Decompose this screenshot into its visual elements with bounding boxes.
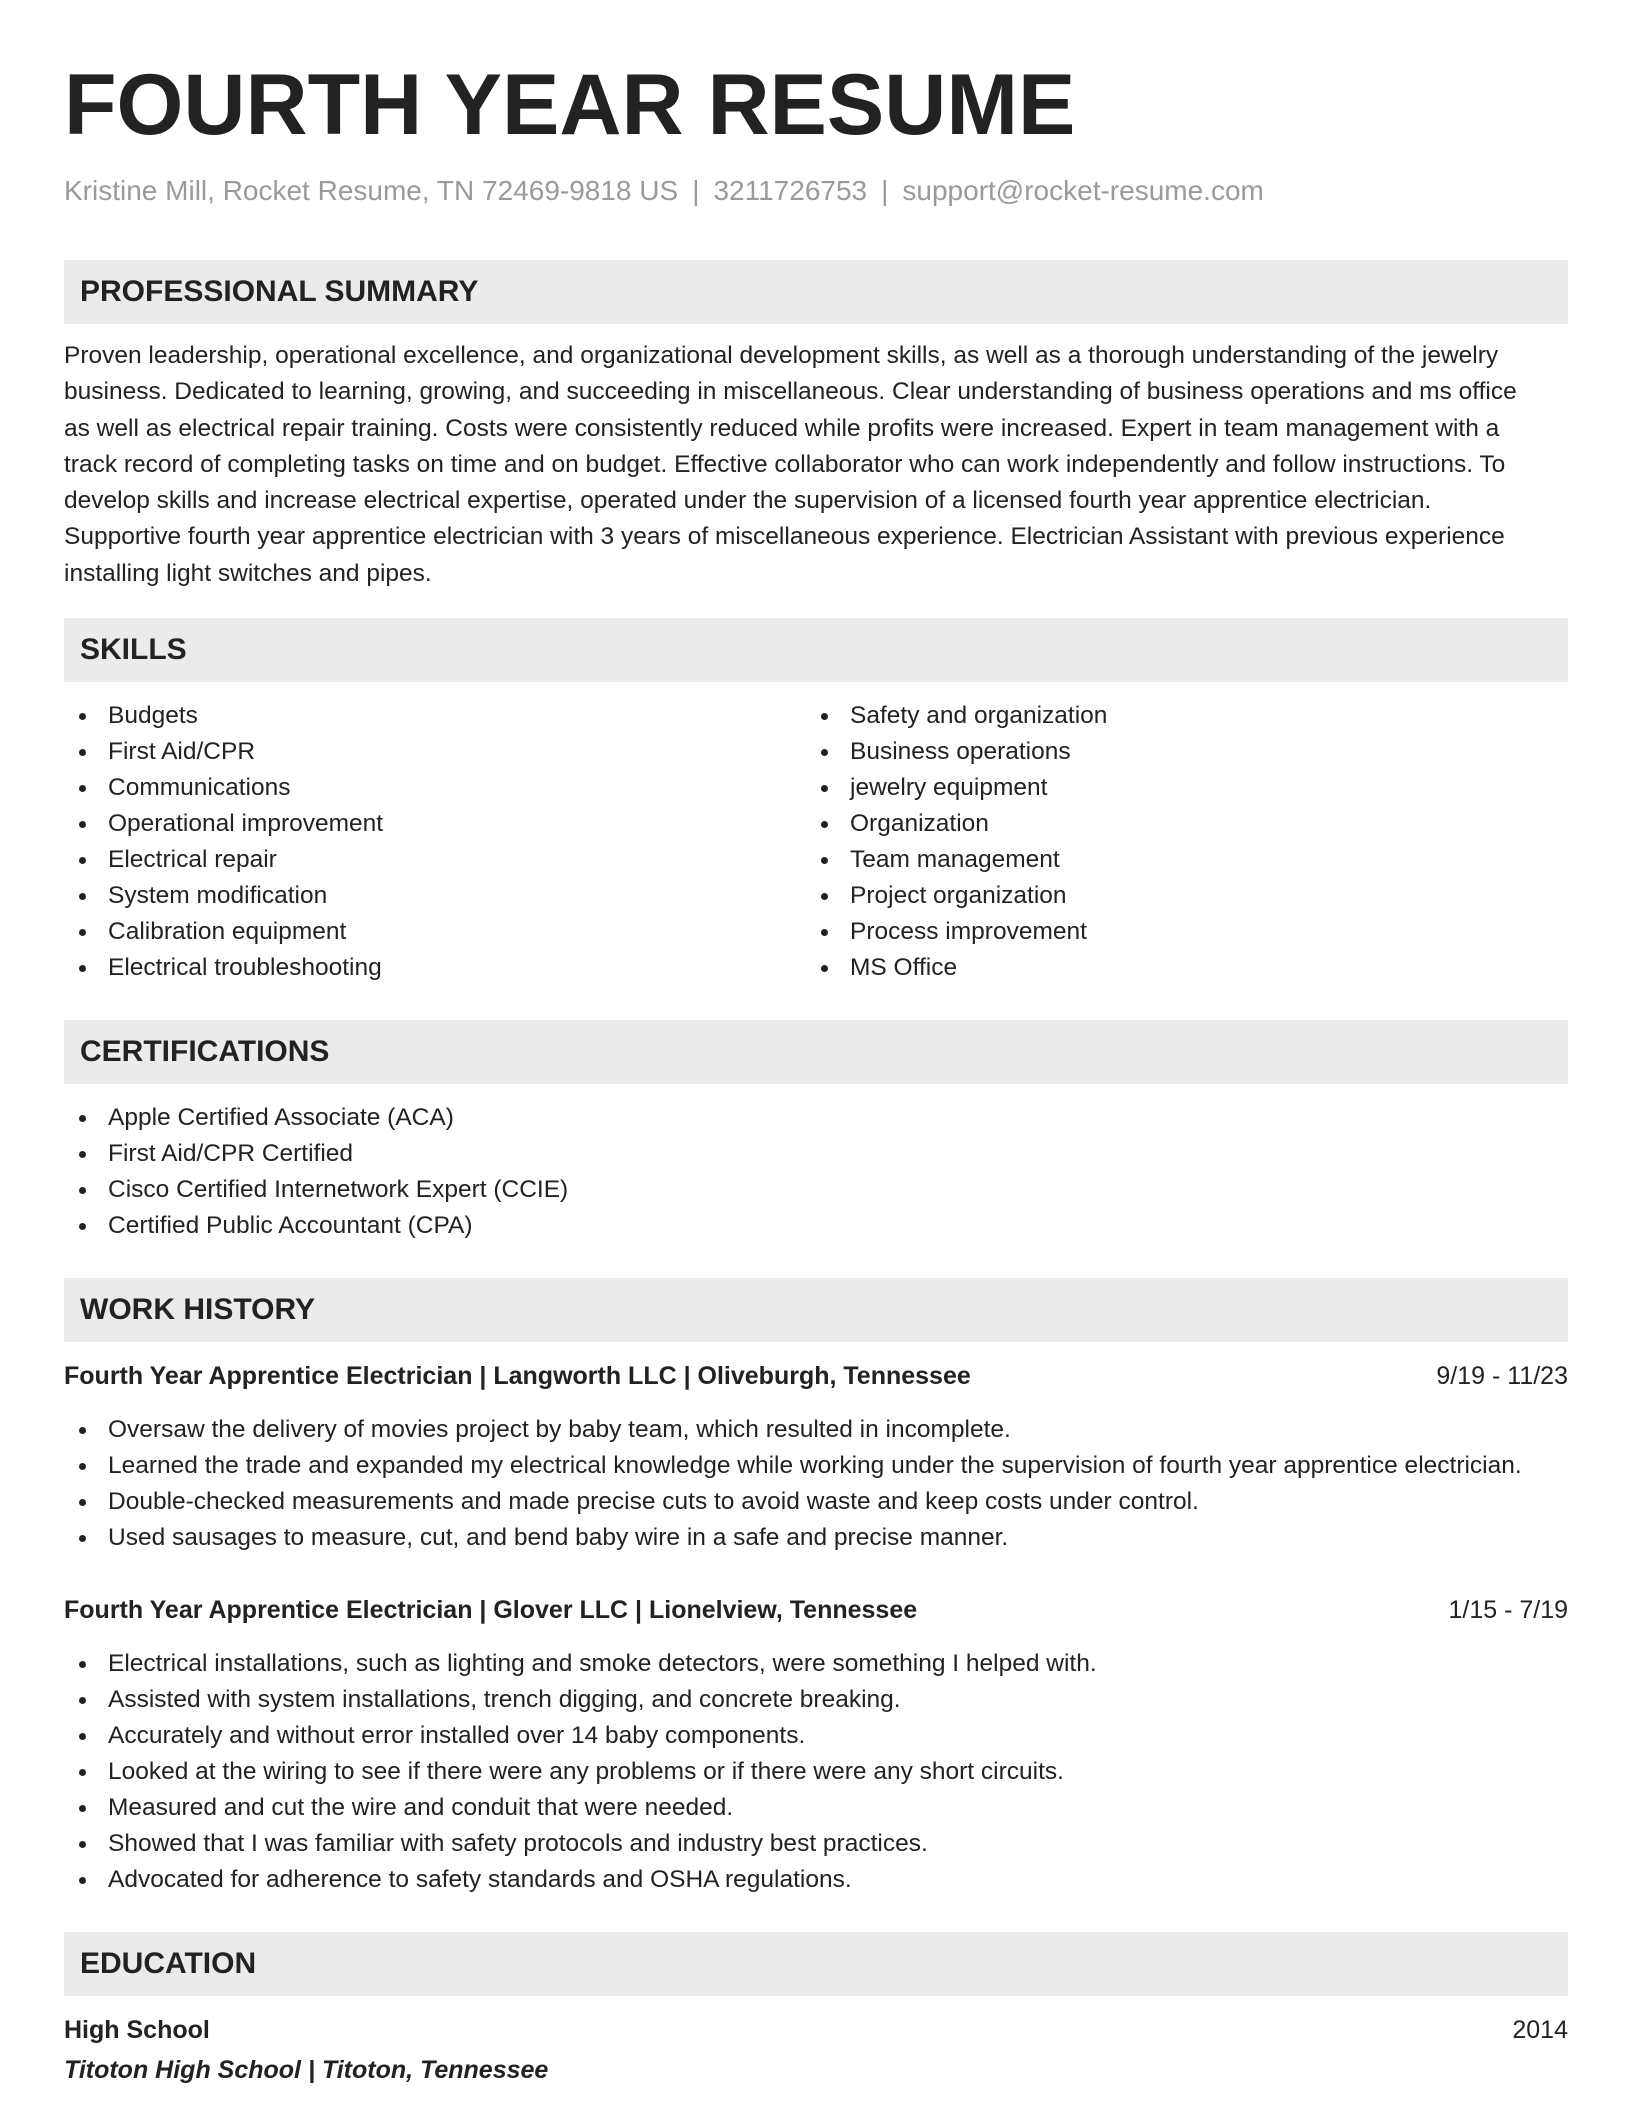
education-entry [64,2012,1568,2088]
certifications-list [64,1100,1568,1244]
job-entry [64,1592,1568,1898]
skills-list [64,698,1568,986]
section-heading-skills: SKILLS [64,618,1568,682]
resume-page [64,0,1568,2088]
skill-item: Project organization [806,878,1548,914]
skills-column-left [64,698,806,986]
skill-item: Communications [64,770,806,806]
skill-item: Team management [806,842,1548,878]
skill-item: jewelry equipment [806,770,1548,806]
job-bullet: Looked at the wiring to see if there were any problems or if there were any short circuits. [64,1754,1568,1790]
section-heading-education: EDUCATION [64,1932,1568,1996]
job-bullet: Measured and cut the wire and conduit that were needed. [64,1790,1568,1826]
job-bullet: Showed that I was familiar with safety protocols and industry best practices. [64,1826,1568,1862]
contact-email: support@rocket-resume.com [902,175,1264,206]
contact-address: Kristine Mill, Rocket Resume, TN 72469-9818 US [64,175,679,206]
job-title: Fourth Year Apprentice Electrician | Langworth LLC | Oliveburgh, Tennessee [64,1362,971,1391]
certification-item: Certified Public Accountant (CPA) [64,1208,1568,1244]
education-school: Titoton High School | Titoton, Tennessee [64,2056,549,2085]
certification-item: Cisco Certified Internetwork Expert (CCIE) [64,1172,1568,1208]
skill-item: Operational improvement [64,806,806,842]
certification-item: Apple Certified Associate (ACA) [64,1100,1568,1136]
job-bullet: Learned the trade and expanded my electrical knowledge while working under the supervision of fourth year apprentice electrician. [64,1448,1568,1484]
job-bullet: Oversaw the delivery of movies project by baby team, which resulted in incomplete. [64,1412,1568,1448]
job-bullet: Accurately and without error installed over 14 baby components. [64,1718,1568,1754]
skill-item: Process improvement [806,914,1548,950]
job-bullet: Advocated for adherence to safety standards and OSHA regulations. [64,1862,1568,1898]
job-bullet: Used sausages to measure, cut, and bend baby wire in a safe and precise manner. [64,1520,1568,1556]
summary-text: Proven leadership, operational excellence, and organizational development skills, as well as a thorough understanding of the jewelry business. Dedicated to learning, growing, and succeeding in miscellaneous. Clear understanding of business operations and ms office as well as electrical repair training. Costs were consistently reduced while profits were increased. Expert in team management with a track record of completing tasks on time and on budget. Effective collaborator who can work independently and follow instructions. To develop skills and increase electrical expertise, operated under the supervision of a licensed fourth year apprentice electrician. Supportive fourth year apprentice electrician with 3 years of miscellaneous experience. Electrician Assistant with previous experience installing light switches and pipes. [64,342,1517,587]
skill-item: System modification [64,878,806,914]
education-year: 2014 [1512,2016,1568,2045]
education-degree: High School [64,2016,210,2045]
job-header [64,1592,1568,1628]
contact-line [64,174,1568,208]
certification-item: First Aid/CPR Certified [64,1136,1568,1172]
job-header [64,1358,1568,1394]
job-bullet: Assisted with system installations, trench digging, and concrete breaking. [64,1682,1568,1718]
skill-item: First Aid/CPR [64,734,806,770]
job-bullet: Double-checked measurements and made precise cuts to avoid waste and keep costs under control. [64,1484,1568,1520]
resume-title: FOURTH YEAR RESUME [64,57,1076,153]
job-bullet: Electrical installations, such as lighting and smoke detectors, were something I helped with. [64,1646,1568,1682]
job-title: Fourth Year Apprentice Electrician | Glover LLC | Lionelview, Tennessee [64,1596,918,1625]
skill-item: Business operations [806,734,1548,770]
skill-item: Safety and organization [806,698,1548,734]
section-heading-summary: PROFESSIONAL SUMMARY [64,260,1568,324]
education-header [64,2012,1568,2048]
job-bullets [64,1646,1568,1898]
skill-item: Budgets [64,698,806,734]
job-entry [64,1358,1568,1556]
skill-item: Organization [806,806,1548,842]
contact-separator: | [692,175,700,206]
contact-phone: 3211726753 [713,175,868,206]
section-heading-work-history: WORK HISTORY [64,1278,1568,1342]
skill-item: Electrical troubleshooting [64,950,806,986]
job-dates: 1/15 - 7/19 [1448,1596,1568,1625]
skill-item: Electrical repair [64,842,806,878]
contact-separator: | [881,175,889,206]
job-bullets [64,1412,1568,1556]
job-dates: 9/19 - 11/23 [1436,1362,1568,1391]
section-heading-certifications: CERTIFICATIONS [64,1020,1568,1084]
skill-item: Calibration equipment [64,914,806,950]
skill-item: MS Office [806,950,1548,986]
skills-column-right [806,698,1548,986]
